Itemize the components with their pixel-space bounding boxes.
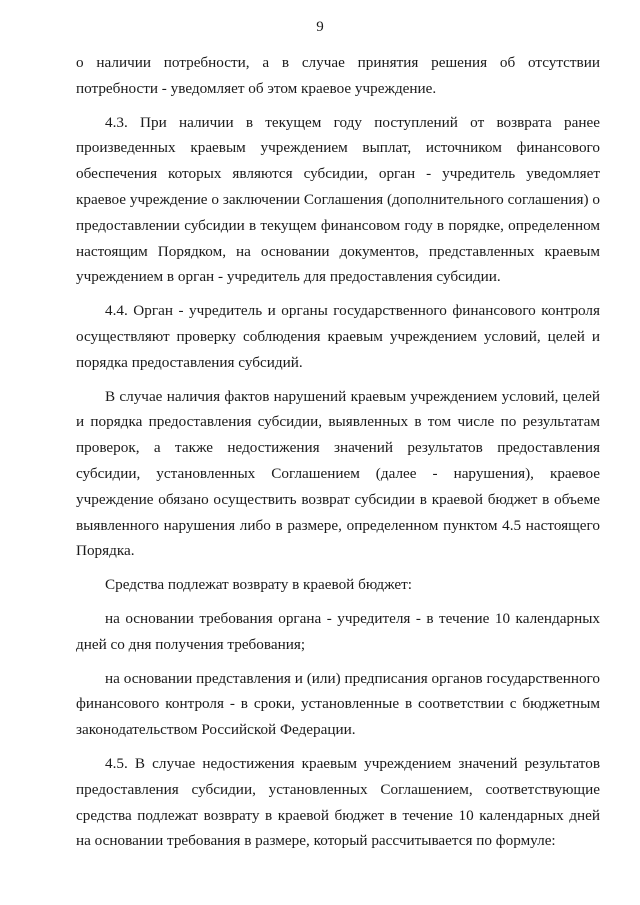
paragraph-4-3: 4.3. При наличии в текущем году поступлений от возврата ранее произведенных краевым учреждением выплат, источником финансового обеспечения которых являются субсидии, орган - учредитель уведомляет краевое учреждение о заключении Соглашения (дополнительного соглашения) о предоставлении субсидии в текущем финансовом году в порядке, определенном настоящим Порядком, на основании документов, представленных краевым учреждением в орган - учредитель для предоставления субсидии.	[76, 113, 600, 286]
paragraph-4-4: 4.4. Орган - учредитель и органы государственного финансового контроля осуществляют проверку соблюдения краевым учреждением условий, целей и порядка предоставления субсидий.	[76, 302, 600, 371]
paragraph-violations: В случае наличия фактов нарушений краевым учреждением условий, целей и порядка предоставления субсидии, выявленных в том числе по результатам проверок, а также недостижения значений результатов предоставления субсидии, установленных Соглашением (далее - нарушения), краевое учреждение обязано осуществить возврат субсидии в краевой бюджет в объеме выявленного нарушения либо в размере, определенном пунктом 4.5 настоящего Порядка.	[76, 387, 600, 560]
document-body	[76, 50, 600, 862]
paragraph-return-funds: Средства подлежат возврату в краевой бюджет:	[105, 576, 413, 594]
paragraph-control-bodies: на основании представления и (или) предписания органов государственного финансового контроля - в сроки, установленные в соответствии с бюджетным законодательством Российской Федерации.	[76, 669, 600, 739]
paragraph-4-5: 4.5. В случае недостижения краевым учреждением значений результатов предоставления субсидии, установленных Соглашением, соответствующие средства подлежат возврату в краевой бюджет в течение 10 календарных дней на основании требования в размере, который рассчитывается по формуле:	[76, 754, 600, 850]
paragraph-continuation: о наличии потребности, а в случае принятия решения об отсутствии потребности - уведомляет об этом краевое учреждение.	[76, 54, 600, 97]
paragraph-founder-requirement: на основании требования органа - учредителя - в течение 10 календарных дней со дня получения требования;	[76, 609, 600, 653]
page-number: 9	[316, 19, 324, 35]
